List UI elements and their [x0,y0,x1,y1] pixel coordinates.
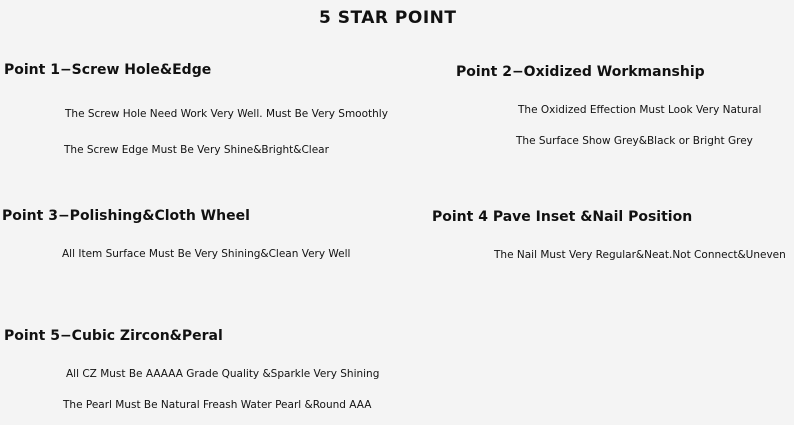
point-3-line-1: All Item Surface Must Be Very Shining&Clean Very Well [62,248,351,260]
page-title: 5 STAR POINT [319,8,457,28]
point-2-heading: Point 2−Oxidized Workmanship [456,64,705,80]
point-5-line-1: All CZ Must Be AAAAA Grade Quality &Sparkle Very Shining [66,368,380,380]
point-5-heading: Point 5−Cubic Zircon&Peral [4,328,223,344]
point-1-heading: Point 1−Screw Hole&Edge [4,62,212,78]
point-2-line-1: The Oxidized Effection Must Look Very Natural [518,104,762,116]
point-4-heading: Point 4 Pave Inset &Nail Position [432,209,693,225]
point-2-line-2: The Surface Show Grey&Black or Bright Grey [516,135,753,147]
point-3-heading: Point 3−Polishing&Cloth Wheel [2,208,250,224]
point-5-line-2: The Pearl Must Be Natural Freash Water Pearl &Round AAA [63,399,372,411]
point-1-line-2: The Screw Edge Must Be Very Shine&Bright&Clear [64,144,329,156]
point-4-line-1: The Nail Must Very Regular&Neat.Not Connect&Uneven [494,249,786,261]
point-1-line-1: The Screw Hole Need Work Very Well. Must Be Very Smoothly [65,108,388,120]
